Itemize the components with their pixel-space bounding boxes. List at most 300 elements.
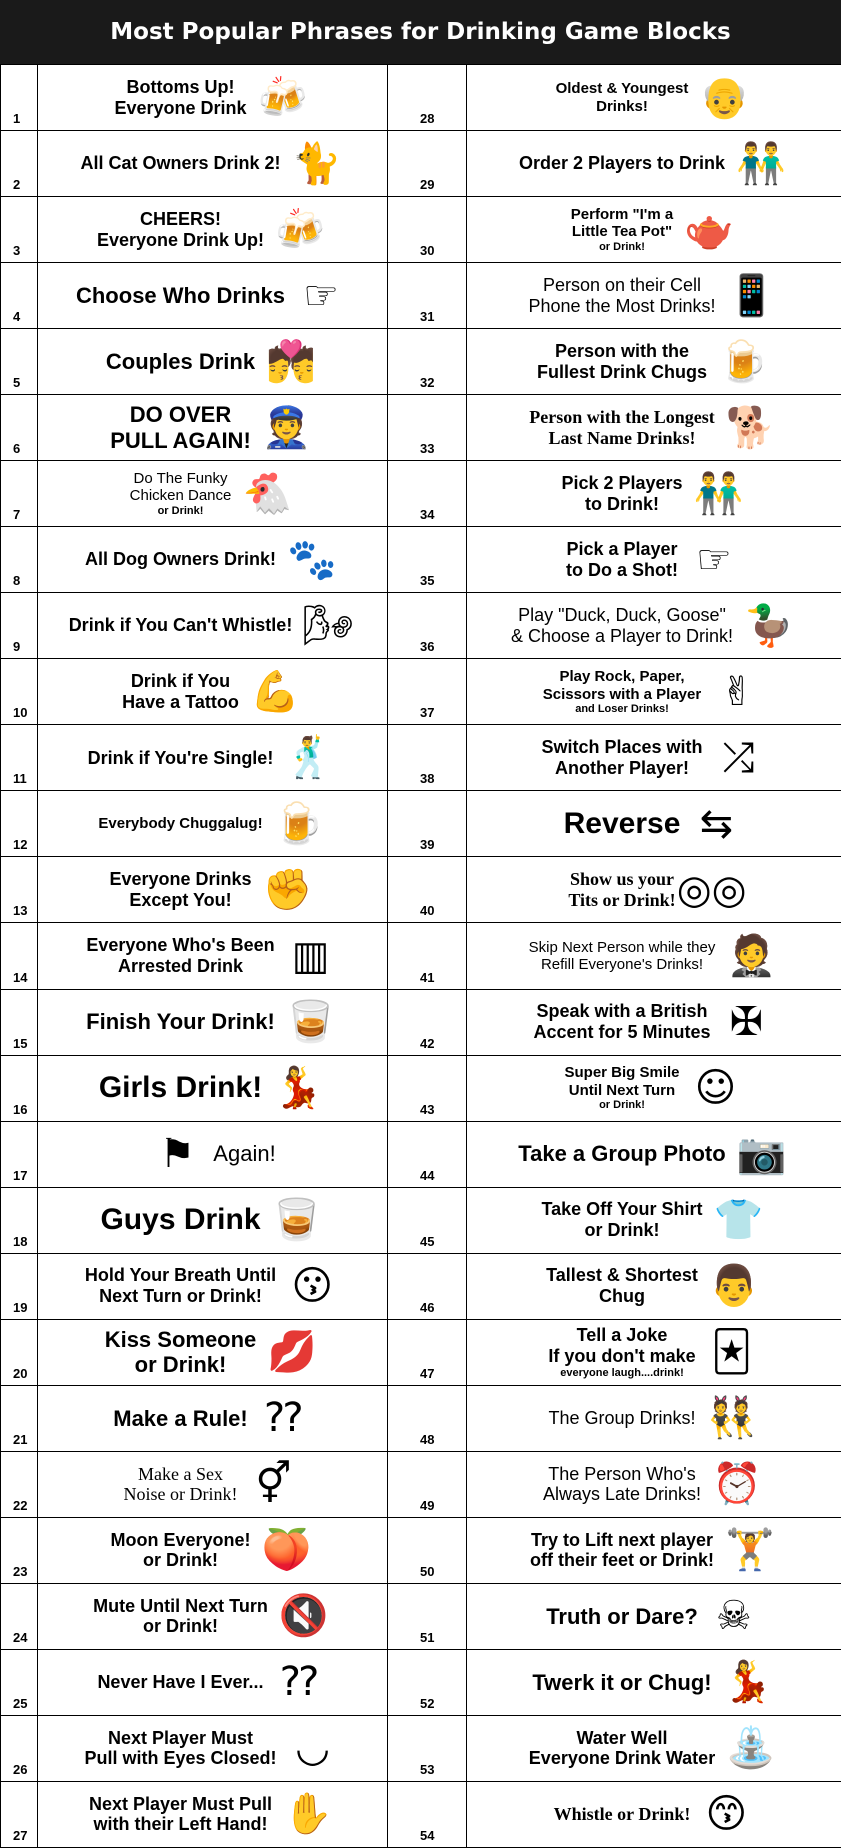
phrase-text — [100, 1203, 260, 1238]
phrase-line: Accent for 5 Minutes — [533, 1022, 711, 1043]
phrase-text — [89, 1794, 272, 1835]
right-phrase-cell — [467, 395, 841, 461]
row-number: 10 — [1, 659, 38, 725]
mooning-icon: 🍑 — [261, 1527, 312, 1574]
phrase-text — [566, 539, 678, 580]
phrase-line: Next Player Must Pull — [88, 1793, 273, 1814]
right-phrase-cell — [467, 923, 841, 989]
phrase-line: Moon Everyone! — [110, 1529, 251, 1550]
row-number: 21 — [1, 1386, 38, 1452]
right-phrase-cell — [467, 1122, 841, 1188]
waiter-icon: 🤵 — [726, 932, 777, 979]
phrase-line: Take a Group Photo — [518, 1141, 726, 1167]
phrase-line: Everyone Drink — [114, 97, 247, 118]
row-number: 24 — [1, 1584, 38, 1650]
phrase-line: Reverse — [563, 806, 681, 840]
alarm-clock-icon: ⏰ — [712, 1461, 762, 1508]
left-phrase-cell — [38, 1452, 388, 1518]
paw-prints-icon: 🐾 — [287, 536, 337, 583]
right-phrase-cell — [467, 725, 841, 791]
row-number: 39 — [388, 791, 467, 857]
left-phrase-cell — [38, 857, 388, 923]
phrase-text — [110, 1530, 250, 1571]
row-number: 34 — [388, 461, 467, 527]
phrase-line: Perform "I'm a — [570, 206, 674, 224]
left-phrase-cell — [38, 659, 388, 725]
phrase-line: Drink if You Can't Whistle! — [68, 615, 293, 636]
phrase-text — [564, 1064, 679, 1111]
phrase-line: Fullest Drink Chugs — [536, 361, 707, 382]
skull-crossbones-icon: ☠ — [715, 1593, 752, 1640]
phrase-text — [130, 470, 232, 517]
row-number: 11 — [1, 725, 38, 791]
row-number: 27 — [1, 1782, 38, 1848]
phrase-text — [561, 473, 682, 514]
phrase-line: DO OVER — [129, 402, 232, 428]
row-number: 6 — [1, 395, 38, 461]
row-number: 40 — [388, 857, 467, 923]
phrase-table — [0, 64, 841, 1848]
phrase-line: Chug — [599, 1286, 645, 1307]
right-phrase-cell — [467, 990, 841, 1056]
cell-phone-icon: 📱 — [726, 272, 777, 319]
phrase-line: Pick 2 Players — [561, 473, 683, 494]
phrase-line: Bottoms Up! — [126, 76, 235, 97]
phrase-line: Tits or Drink! — [568, 889, 676, 910]
row-number: 25 — [1, 1650, 38, 1716]
phrase-text — [546, 1604, 698, 1629]
phrase-text — [98, 815, 262, 832]
phrase-text — [541, 737, 702, 778]
phrase-line: Another Player! — [554, 757, 690, 778]
phrase-line: Again! — [213, 1141, 276, 1167]
man-drinking-icon: 🥃 — [271, 1197, 322, 1244]
lips-icon: 💋 — [267, 1329, 318, 1376]
phrase-text — [86, 935, 274, 976]
twerking-icon: 💃 — [722, 1659, 773, 1706]
phrase-line: Drink if You — [130, 671, 231, 692]
phrase-line: Make a Rule! — [113, 1405, 248, 1431]
breasts-icon: ◎◎ — [676, 866, 747, 913]
phrase-line: The Group Drinks! — [548, 1407, 696, 1428]
phrase-text — [548, 1325, 695, 1379]
phrase-line: Switch Places with — [541, 737, 703, 758]
left-phrase-cell — [38, 1518, 388, 1584]
jester-icon: 🃏 — [711, 1329, 753, 1376]
right-phrase-cell — [467, 659, 841, 725]
phrase-text — [124, 1464, 238, 1505]
row-number: 38 — [388, 725, 467, 791]
phrase-line: Noise or Drink! — [123, 1484, 238, 1505]
dachshund-icon: 🐕 — [725, 404, 776, 451]
row-number: 54 — [388, 1782, 467, 1848]
phrase-text — [529, 407, 715, 448]
row-number: 23 — [1, 1518, 38, 1584]
two-beer-mugs-icon: 🍻 — [275, 206, 325, 253]
phrase-line: Oldest & Youngest — [555, 80, 689, 98]
row-number: 4 — [1, 263, 38, 329]
row-number: 20 — [1, 1320, 38, 1386]
phrase-text — [554, 1804, 691, 1825]
phrase-line: Whistle or Drink! — [553, 1804, 691, 1825]
row-number: 48 — [388, 1386, 467, 1452]
phrase-line: & Choose a Player to Drink! — [510, 625, 734, 646]
duck-icon: 🦆 — [744, 602, 794, 649]
left-phrase-cell — [38, 197, 388, 263]
phrase-line: Last Name Drinks! — [548, 427, 696, 448]
row-number: 41 — [388, 923, 467, 989]
right-phrase-cell — [467, 1254, 841, 1320]
row-number: 15 — [1, 990, 38, 1056]
phrase-line: Play "Duck, Duck, Goose" — [518, 605, 726, 626]
row-number: 29 — [388, 131, 467, 197]
phrase-text — [537, 341, 707, 382]
right-phrase-cell — [467, 593, 841, 659]
phrase-line: Girls Drink! — [98, 1070, 263, 1104]
whistling-face-icon: 😙 — [705, 1791, 748, 1838]
row-number: 42 — [388, 990, 467, 1056]
closed-eye-icon: ◡ — [295, 1725, 330, 1772]
phrase-line: Couples Drink — [105, 349, 256, 374]
phrase-line: Tell a Joke — [576, 1325, 668, 1346]
row-number: 49 — [388, 1452, 467, 1518]
page-title: Most Popular Phrases for Drinking Game Blocks — [0, 0, 841, 64]
left-phrase-cell — [38, 791, 388, 857]
phrase-text — [571, 206, 673, 253]
phrase-text — [99, 1071, 262, 1106]
phrase-line: Pick a Player — [566, 539, 678, 560]
phrase-line: If you don't make — [548, 1345, 696, 1366]
phrase-line: All Dog Owners Drink! — [84, 549, 277, 570]
jail-icon: ▥ — [291, 932, 330, 979]
phrase-line: Finish Your Drink! — [86, 1009, 275, 1035]
left-phrase-cell — [38, 263, 388, 329]
left-phrase-cell — [38, 527, 388, 593]
phrase-line: Everybody Chuggalug! — [98, 815, 263, 833]
row-number: 51 — [388, 1584, 467, 1650]
left-phrase-cell — [38, 1056, 388, 1122]
right-phrase-cell — [467, 791, 841, 857]
phrase-line: Next Player Must — [107, 1727, 254, 1748]
right-phrase-cell — [467, 461, 841, 527]
phrase-line: or Drink! — [157, 504, 204, 517]
phrase-line: Person with the — [554, 340, 689, 361]
rock-paper-scissors-icon: ✌ — [720, 668, 754, 715]
phrase-line: Kiss Someone — [104, 1326, 257, 1352]
right-phrase-cell — [467, 65, 841, 131]
tall-short-people-icon: 👨 — [708, 1263, 759, 1310]
phrase-text — [511, 605, 733, 646]
phrase-text — [80, 153, 280, 174]
left-phrase-cell — [38, 1716, 388, 1782]
phrase-text — [109, 869, 251, 910]
teapot-icon: 🫖 — [684, 206, 735, 253]
row-number: 9 — [1, 593, 38, 659]
phrase-text — [86, 1009, 275, 1034]
phrase-line: Super Big Smile — [564, 1064, 680, 1082]
phrase-line: Little Tea Pot" — [571, 223, 673, 241]
left-phrase-cell — [38, 1386, 388, 1452]
phrase-line: Try to Lift next player — [530, 1529, 714, 1550]
right-phrase-cell — [467, 527, 841, 593]
t-shirt-icon: 👕 — [713, 1197, 764, 1244]
phrase-text — [114, 77, 246, 118]
phrase-line: or Drink! — [584, 1220, 660, 1241]
phrase-line: Person with the Longest — [529, 407, 715, 427]
phrase-text — [564, 807, 681, 842]
phrase-line: Everyone Drinks — [109, 869, 252, 890]
phrase-text — [529, 1728, 715, 1769]
phrase-text — [533, 1001, 710, 1042]
phrase-line: and Loser Drinks! — [575, 702, 669, 715]
phrase-line: or Drink! — [599, 1098, 645, 1111]
right-phrase-cell — [467, 263, 841, 329]
right-phrase-cell — [467, 1320, 841, 1386]
two-people-drinking-icon: 👬 — [736, 140, 786, 187]
row-number: 18 — [1, 1188, 38, 1254]
chicken-icon: 🐔 — [242, 470, 293, 517]
phrase-text — [106, 349, 255, 374]
phrase-text — [548, 1408, 695, 1429]
left-phrase-cell — [38, 65, 388, 131]
phrase-line: Do The Funky — [133, 470, 228, 488]
phrase-line: or Drink! — [134, 1352, 227, 1378]
full-beer-mug-icon: 🍺 — [718, 338, 768, 385]
row-number: 8 — [1, 527, 38, 593]
phrase-line: Chicken Dance — [129, 487, 232, 505]
phrase-line: Order 2 Players to Drink — [518, 153, 726, 174]
shuffle-arrows-icon: ⤮ — [722, 734, 755, 781]
beer-mug-icon: 🍺 — [273, 800, 324, 847]
phrase-line: Phone the Most Drinks! — [528, 295, 716, 316]
phrase-line: Truth or Dare? — [546, 1603, 698, 1629]
right-phrase-cell — [467, 197, 841, 263]
strongman-icon: 🏋 — [725, 1527, 775, 1574]
phrase-line: Arrested Drink — [117, 955, 244, 976]
left-hand-icon: ✋ — [283, 1791, 333, 1838]
phrase-line: everyone laugh....drink! — [560, 1366, 684, 1379]
fist-icon: ✊ — [262, 866, 313, 913]
row-number: 28 — [388, 65, 467, 131]
referee-icon: 👮 — [261, 404, 312, 451]
row-number: 43 — [388, 1056, 467, 1122]
right-phrase-cell — [467, 1518, 841, 1584]
row-number: 26 — [1, 1716, 38, 1782]
phrase-line: or Drink! — [142, 1616, 218, 1637]
phrase-line: Next Turn or Drink! — [99, 1286, 262, 1307]
phrase-line: All Cat Owners Drink 2! — [80, 153, 281, 174]
left-phrase-cell — [38, 131, 388, 197]
row-number: 22 — [1, 1452, 38, 1518]
kissing-couple-icon: 💏 — [266, 338, 316, 385]
row-number: 31 — [388, 263, 467, 329]
right-phrase-cell — [467, 857, 841, 923]
phrase-line: Always Late Drinks! — [542, 1484, 702, 1505]
left-phrase-cell — [38, 1650, 388, 1716]
phrase-text — [84, 1728, 276, 1769]
right-phrase-cell — [467, 131, 841, 197]
left-phrase-cell — [38, 725, 388, 791]
left-phrase-cell — [38, 329, 388, 395]
old-man-child-icon: 👴 — [699, 74, 750, 121]
phrase-text — [88, 748, 274, 769]
left-phrase-cell — [38, 1254, 388, 1320]
row-number: 36 — [388, 593, 467, 659]
phrase-text — [76, 283, 285, 308]
row-number: 44 — [388, 1122, 467, 1188]
phrase-line: Person on their Cell — [542, 274, 702, 295]
row-number: 37 — [388, 659, 467, 725]
right-phrase-cell — [467, 1188, 841, 1254]
go-pennant-icon: ⚑ — [159, 1131, 196, 1178]
phrase-line: Tallest & Shortest — [546, 1265, 698, 1286]
left-phrase-cell — [38, 461, 388, 527]
phrase-text — [85, 1265, 276, 1306]
row-number: 33 — [388, 395, 467, 461]
tattoo-arm-icon: 💪 — [249, 668, 300, 715]
pointing-hand-icon: ☞ — [303, 272, 339, 319]
row-number: 12 — [1, 791, 38, 857]
phrase-line: The Person Who's — [548, 1463, 696, 1484]
phrase-text — [568, 869, 675, 910]
phrase-text — [97, 209, 264, 250]
phrase-text — [519, 153, 725, 174]
phrase-text — [213, 1141, 275, 1166]
phrase-line: Skip Next Person while they — [528, 938, 716, 956]
reverse-arrows-icon: ⇆ — [699, 800, 734, 847]
man-drinking-icon: 🥃 — [285, 999, 336, 1046]
group-dancing-icon: 👯 — [706, 1395, 757, 1442]
phrase-line: CHEERS! — [139, 208, 221, 229]
phrase-line: Guys Drink — [100, 1202, 261, 1236]
left-phrase-cell — [38, 990, 388, 1056]
row-number: 1 — [1, 65, 38, 131]
left-phrase-cell — [38, 923, 388, 989]
phrase-line: PULL AGAIN! — [110, 427, 251, 453]
row-number: 45 — [388, 1188, 467, 1254]
phrase-line: Make a Sex — [138, 1463, 223, 1484]
row-number: 17 — [1, 1122, 38, 1188]
right-phrase-cell — [467, 1782, 841, 1848]
phrase-text — [532, 1670, 711, 1695]
puffed-cheeks-face-icon: 😗 — [291, 1263, 334, 1310]
two-men-icon: 👬 — [693, 470, 744, 517]
phrase-line: Until Next Turn — [568, 1081, 676, 1099]
left-phrase-cell — [38, 593, 388, 659]
left-phrase-cell — [38, 1782, 388, 1848]
woman-silhouette-icon: 💃 — [273, 1065, 324, 1112]
row-number: 5 — [1, 329, 38, 395]
phrase-line: Pull with Eyes Closed! — [84, 1748, 277, 1769]
row-number: 19 — [1, 1254, 38, 1320]
mute-speaker-icon: 🔇 — [278, 1593, 329, 1640]
phrase-line: to Do a Shot! — [566, 559, 678, 580]
phrase-line: Show us your — [569, 869, 675, 890]
phrase-text — [556, 80, 689, 115]
right-phrase-cell — [467, 1056, 841, 1122]
left-phrase-cell — [38, 395, 388, 461]
phrase-text — [110, 402, 251, 453]
water-well-icon: ⛲ — [726, 1725, 777, 1772]
phrase-line: Twerk it or Chug! — [532, 1669, 712, 1695]
phrase-line: Drinks! — [596, 97, 648, 115]
right-phrase-cell — [467, 1452, 841, 1518]
phrase-text — [530, 1530, 714, 1571]
right-phrase-cell — [467, 1584, 841, 1650]
phrase-line: Choose Who Drinks — [75, 282, 285, 308]
question-marks-icon: ⁇ — [265, 1395, 303, 1442]
right-phrase-cell — [467, 1716, 841, 1782]
phrase-text — [122, 671, 239, 712]
phrase-text — [105, 1327, 257, 1378]
phrase-text — [85, 549, 276, 570]
cat-icon: 🐈 — [291, 140, 342, 187]
phrase-line: Everyone Who's Been — [86, 935, 275, 956]
phrase-line: or Drink! — [142, 1550, 218, 1571]
pointing-hand-icon: ☞ — [696, 536, 732, 583]
gender-symbols-icon: ⚥ — [255, 1461, 292, 1508]
phrase-text — [69, 615, 293, 636]
phrase-line: Water Well — [576, 1727, 668, 1748]
phrase-line: with their Left Hand! — [93, 1814, 268, 1835]
phrase-line: or Drink! — [599, 240, 645, 253]
right-phrase-cell — [467, 329, 841, 395]
camera-icon: 📷 — [736, 1131, 787, 1178]
row-number: 30 — [388, 197, 467, 263]
phrase-line: Mute Until Next Turn — [93, 1595, 268, 1616]
phrase-text — [518, 1141, 725, 1166]
row-number: 47 — [388, 1320, 467, 1386]
phrase-line: Have a Tattoo — [122, 691, 239, 712]
row-number: 46 — [388, 1254, 467, 1320]
phrase-text — [529, 939, 716, 974]
phrase-line: off their feet or Drink! — [529, 1550, 714, 1571]
phrase-line: Refill Everyone's Drinks! — [540, 955, 704, 973]
phrase-line: Everyone Drink Up! — [96, 229, 265, 250]
row-number: 32 — [388, 329, 467, 395]
phrase-text — [97, 1672, 263, 1693]
whistle-blow-icon: 🌬 — [302, 602, 354, 649]
phrase-line: to Drink! — [584, 493, 659, 514]
phrase-line: Play Rock, Paper, — [559, 668, 685, 686]
phrase-line: Take Off Your Shirt — [541, 1199, 703, 1220]
row-number: 16 — [1, 1056, 38, 1122]
phrase-text — [543, 1464, 701, 1505]
phrase-line: Drink if You're Single! — [87, 747, 274, 768]
left-phrase-cell — [38, 1122, 388, 1188]
right-phrase-cell — [467, 1386, 841, 1452]
right-phrase-cell — [467, 1650, 841, 1716]
left-phrase-cell — [38, 1584, 388, 1650]
phrase-line: Hold Your Breath Until — [84, 1265, 277, 1286]
row-number: 35 — [388, 527, 467, 593]
phrase-text — [543, 668, 701, 715]
row-number: 3 — [1, 197, 38, 263]
phrase-text — [93, 1596, 268, 1637]
phrase-line: Speak with a British — [536, 1001, 708, 1022]
union-jack-icon: ✠ — [729, 999, 764, 1046]
row-number: 7 — [1, 461, 38, 527]
row-number: 50 — [388, 1518, 467, 1584]
phrase-text — [113, 1406, 248, 1431]
phrase-text — [541, 1199, 702, 1240]
phrase-line: Never Have I Ever... — [97, 1672, 264, 1693]
cheers-mugs-icon: 🍻 — [257, 74, 308, 121]
row-number: 53 — [388, 1716, 467, 1782]
left-phrase-cell — [38, 1188, 388, 1254]
dancing-man-icon: 🕺 — [284, 734, 335, 781]
row-number: 13 — [1, 857, 38, 923]
